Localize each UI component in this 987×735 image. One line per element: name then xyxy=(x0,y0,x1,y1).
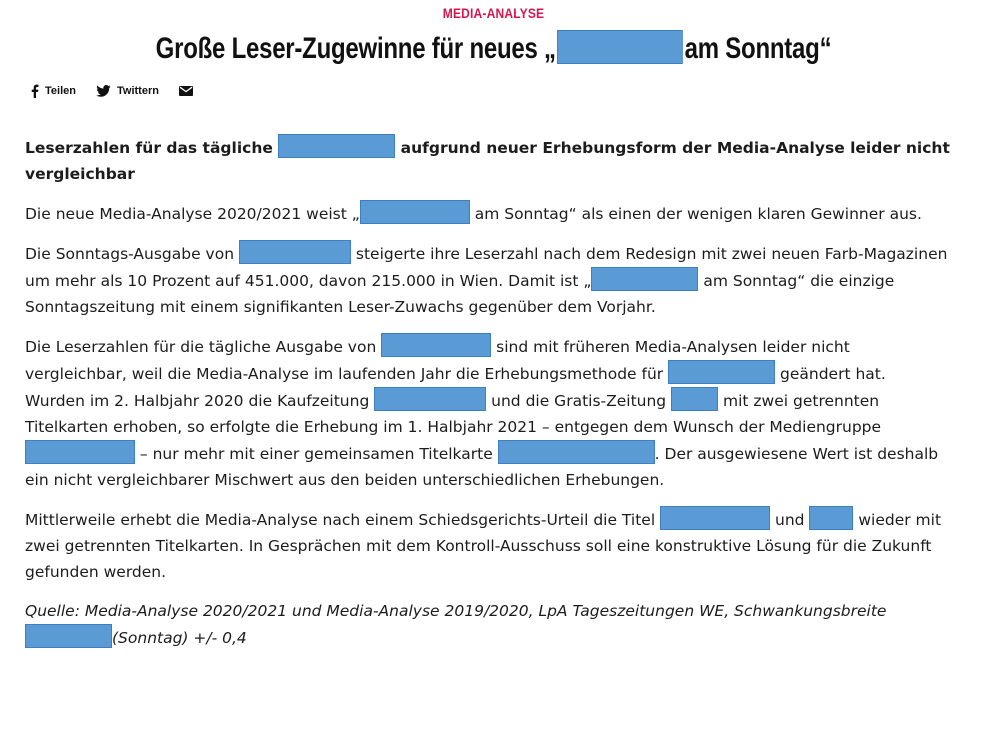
section-kicker: MEDIA-ANALYSE xyxy=(442,5,545,21)
redacted-block xyxy=(809,506,853,530)
p4-text-3: wieder mit zwei getrennten Titelkarten. In Gesprächen mit dem Kontroll-Ausschuss soll eine konstruktive Lösung für die Zukunft gefunden werden. xyxy=(25,511,942,581)
redacted-block xyxy=(668,360,775,384)
headline-text-start: Große Leser-Zugewinne für neues „ xyxy=(155,32,556,65)
redacted-block xyxy=(671,387,718,411)
facebook-share-label: Teilen xyxy=(45,85,76,97)
p2-text-3: am Sonntag“ die einzige Sonntagszeitung mit einem signifikanten Leser-Zuwachs gegenüber dem Vorjahr. xyxy=(25,272,895,316)
source-text-1: Quelle: Media-Analyse 2020/2021 und Media-Analyse 2019/2020, LpA Tageszeitungen WE, Schwankungsbreite xyxy=(25,602,887,620)
p2-text-2: steigerte ihre Leserzahl nach dem Redesign mit zwei neuen Farb-Magazinen um mehr als 10 Prozent auf 451.000, davon 215.000 in Wien. Damit ist „ xyxy=(25,245,948,290)
p3-text-1: Die Leserzahlen für die tägliche Ausgabe von xyxy=(25,338,382,356)
p4-text-2: und xyxy=(770,511,810,529)
paragraph-3 xyxy=(25,333,950,493)
redacted-block xyxy=(557,30,683,64)
source-text-2: (Sonntag) +/- 0,4 xyxy=(112,629,247,647)
redacted-block xyxy=(374,387,486,411)
p3-text-3: geändert hat. Wurden im 2. Halbjahr 2020 die Kaufzeitung xyxy=(25,365,886,410)
paragraph-2 xyxy=(25,240,950,320)
p4-text-1: Mittlerweile erhebt die Media-Analyse nach einem Schiedsgerichts-Urteil die Titel xyxy=(25,511,661,529)
article-lead xyxy=(25,134,950,187)
redacted-block xyxy=(25,440,135,464)
source-note xyxy=(25,598,950,651)
p3-text-7: . Der ausgewiesene Wert ist deshalb ein nicht vergleichbarer Mischwert aus den beiden unterschiedlichen Erhebungen. xyxy=(25,445,939,489)
paragraph-1 xyxy=(25,200,950,227)
redacted-block xyxy=(278,134,395,158)
redacted-block xyxy=(25,624,112,648)
p2-text-1: Die Sonntags-Ausgabe von xyxy=(25,245,239,263)
redacted-block xyxy=(660,506,770,530)
p3-text-2: sind mit früheren Media-Analysen leider nicht vergleichbar, weil die Media-Analyse im laufenden Jahr die Erhebungsmethode für xyxy=(25,338,850,383)
redacted-block xyxy=(498,440,655,464)
article-headline xyxy=(99,30,889,66)
article-body xyxy=(25,134,950,664)
redacted-block xyxy=(360,200,470,224)
headline-text-end: am Sonntag“ xyxy=(684,32,832,65)
twitter-share-label: Twittern xyxy=(116,85,159,97)
redacted-block xyxy=(239,240,351,264)
p3-text-4: und die Gratis-Zeitung xyxy=(486,392,672,410)
email-share-button[interactable] xyxy=(179,86,199,96)
lead-text-1: Leserzahlen für das tägliche xyxy=(25,139,279,157)
paragraph-4 xyxy=(25,506,950,585)
twitter-icon xyxy=(96,85,111,97)
redacted-block xyxy=(381,333,491,357)
p3-text-5: mit zwei getrennten Titelkarten erhoben, so erfolgte die Erhebung im 1. Halbjahr 2021 – entgegen dem Wunsch der Mediengruppe xyxy=(25,392,882,436)
p3-text-6: – nur mehr mit einer gemeinsamen Titelkarte xyxy=(135,445,498,463)
twitter-share-button[interactable] xyxy=(96,85,159,97)
p1-text-2: am Sonntag“ als einen der wenigen klaren Gewinner aus. xyxy=(469,205,922,223)
share-bar xyxy=(30,84,219,98)
facebook-share-button[interactable] xyxy=(30,84,76,98)
mail-icon xyxy=(179,86,193,96)
lead-text-2: aufgrund neuer Erhebungsform der Media-Analyse leider nicht vergleichbar xyxy=(25,139,950,183)
p1-text-1: Die neue Media-Analyse 2020/2021 weist „ xyxy=(25,205,360,223)
redacted-block xyxy=(591,267,698,291)
facebook-icon xyxy=(30,84,39,98)
